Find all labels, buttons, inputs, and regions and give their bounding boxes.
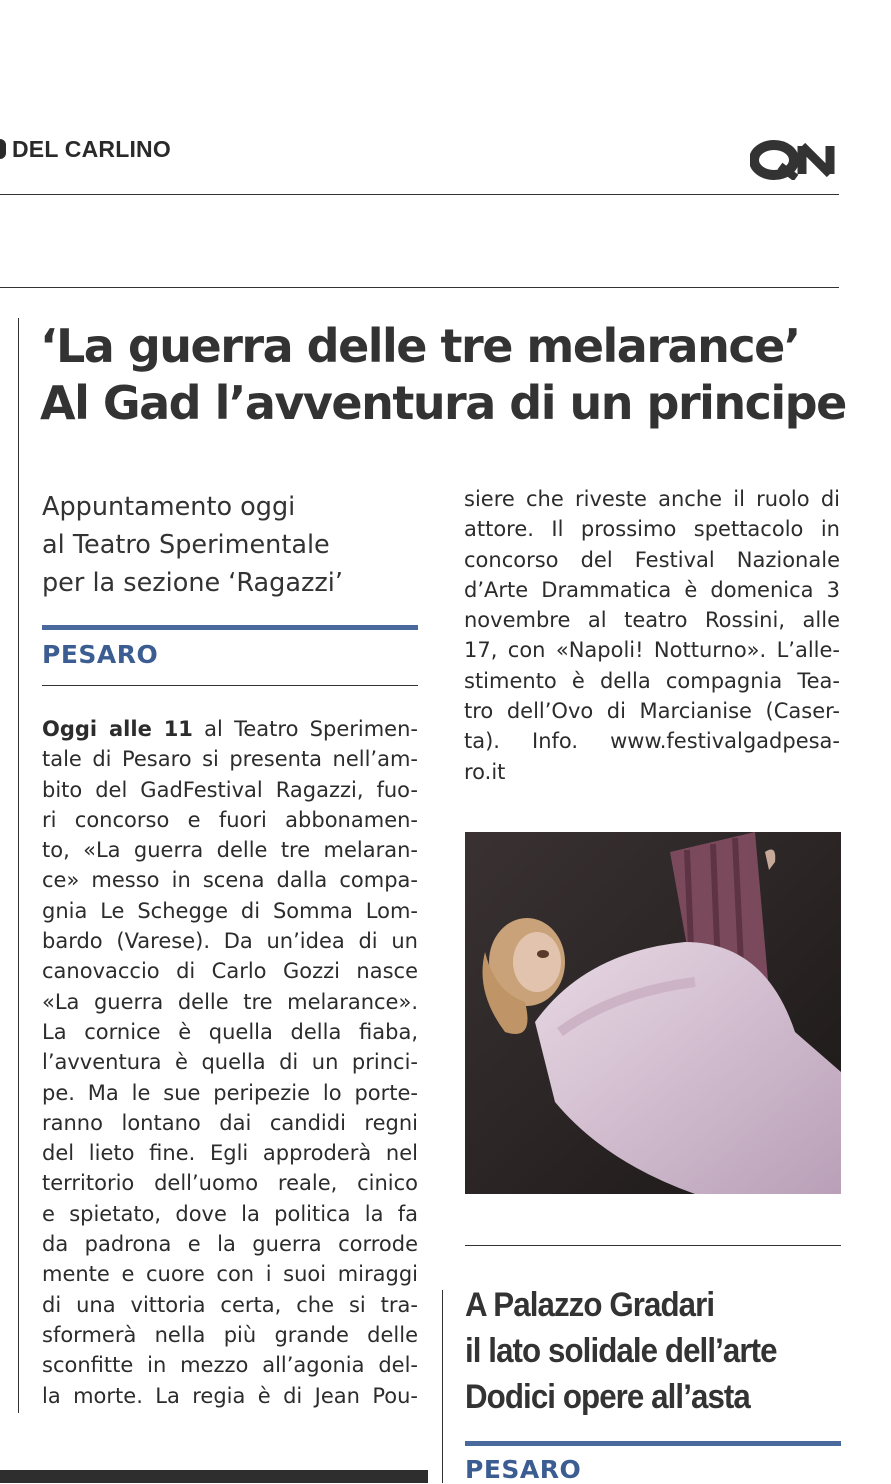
- body-line: La cornice è quella della fiaba,: [42, 1019, 418, 1044]
- body-line: ce» messo in scena dalla compa-: [42, 868, 418, 893]
- body-line: concorso del Festival Nazionale: [464, 547, 840, 572]
- body-line: attore. Il prossimo spettacolo in: [464, 517, 840, 542]
- location-rule: [42, 685, 418, 686]
- body-line: ta). Info. www.festivalgadpesa-: [464, 729, 840, 754]
- body-line: e spietato, dove la politica la fa: [42, 1201, 418, 1226]
- body-line: mente e cuore con i suoi miraggi: [42, 1262, 418, 1287]
- body-line: di una vittoria certa, che si tra-: [42, 1292, 418, 1317]
- section-rule: [0, 287, 839, 288]
- body-line: da padrona e la guerra corrode: [42, 1232, 418, 1257]
- article-body-col1: [42, 714, 418, 1411]
- second-article-headline: A Palazzo Gradari il lato solidale dell’arte Dodici opere all’asta: [465, 1286, 777, 1416]
- location-bar: [42, 625, 418, 630]
- article-body-col2: [464, 484, 840, 787]
- body-line: sconfitte in mezzo all’agonia del-: [42, 1353, 418, 1378]
- body-line: pe. Ma le sue peripezie lo porte-: [42, 1080, 418, 1105]
- masthead-title: DEL CARLINO: [0, 136, 171, 163]
- body-line: to, «La guerra delle tre melaran-: [42, 838, 418, 863]
- body-line: ri concorso e fuori abbonamen-: [42, 807, 418, 832]
- body-line: del lieto fine. Egli approderà nel: [42, 1141, 418, 1166]
- body-line: 17, con «Napoli! Notturno». L’alle-: [464, 638, 840, 663]
- qn-logo: [750, 140, 838, 180]
- body-line: sformerà nella più grande delle: [42, 1322, 418, 1347]
- bottom-dark-strip: [0, 1470, 428, 1483]
- body-line: tale di Pesaro si presenta nell’am-: [42, 747, 418, 772]
- body-line: ro.it: [464, 759, 506, 784]
- left-column-rule: [18, 318, 19, 1413]
- article-location: PESARO: [42, 640, 159, 669]
- body-line: siere che riveste anche il ruolo di: [464, 487, 840, 511]
- body-line: d’Arte Drammatica è domenica 3: [464, 577, 840, 602]
- body-line: tro dell’Ovo di Marcianise (Caser-: [464, 699, 840, 724]
- body-line: l’avventura è quella di un princi-: [42, 1050, 418, 1075]
- second-article-location: PESARO: [465, 1455, 582, 1484]
- body-line: gnia Le Schegge di Somma Lom-: [42, 898, 418, 923]
- body-line: canovaccio di Carlo Gozzi nasce: [42, 959, 418, 984]
- second-article-rule: [465, 1245, 841, 1246]
- article-photo: [465, 832, 841, 1194]
- body-line: Oggi alle 11 al Teatro Sperimen-: [42, 717, 418, 741]
- body-line: novembre al teatro Rossini, alle: [464, 608, 840, 633]
- body-line: ranno lontano dai candidi regni: [42, 1110, 418, 1135]
- article-subtitle: Appuntamento oggi al Teatro Sperimentale per la sezione ‘Ragazzi’: [42, 492, 343, 598]
- second-location-bar: [465, 1441, 841, 1446]
- body-line: bardo (Varese). Da un’idea di un: [42, 929, 418, 954]
- body-line: la morte. La regia è di Jean Pou-: [42, 1383, 418, 1408]
- body-line: «La guerra delle tre melarance».: [42, 989, 418, 1014]
- body-line: bito del GadFestival Ragazzi, fuo-: [42, 777, 418, 802]
- masthead-rule: [0, 194, 839, 195]
- body-line: territorio dell’uomo reale, cinico: [42, 1171, 418, 1196]
- body-line: stimento è della compagnia Tea-: [464, 668, 840, 693]
- second-column-rule: [442, 1290, 443, 1483]
- article-headline: ‘La guerra delle tre melarance’ Al Gad l’avventura di un principe: [40, 319, 846, 430]
